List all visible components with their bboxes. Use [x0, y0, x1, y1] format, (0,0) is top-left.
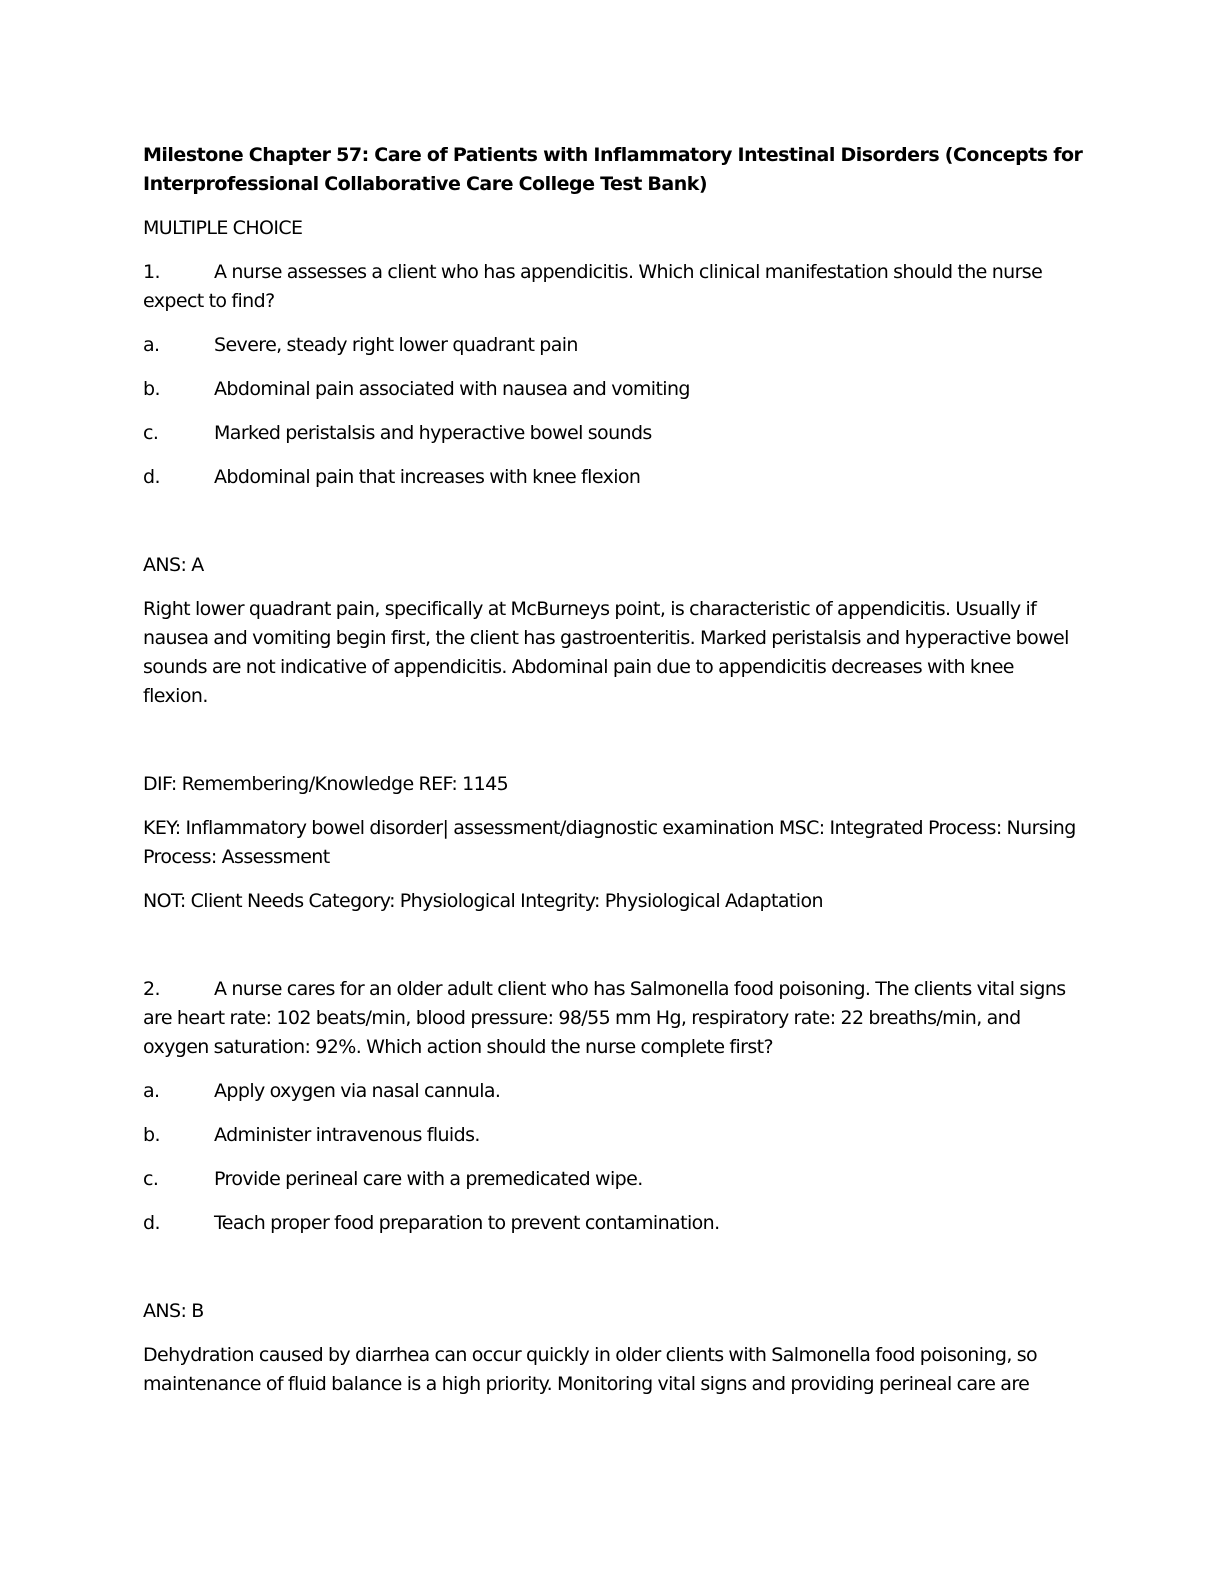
question-1 — [143, 258, 1083, 916]
option-text: Marked peristalsis and hyperactive bowel sounds — [214, 422, 652, 444]
rationale-text: Dehydration caused by diarrhea can occur quickly in older clients with Salmonella food poisoning, so maintenance of fluid balance is a high priority. Monitoring vital signs and providing perineal care are — [143, 1344, 1038, 1395]
section-heading: MULTIPLE CHOICE — [143, 217, 303, 239]
answer-option — [143, 1121, 1083, 1150]
rationale-text: Right lower quadrant pain, specifically at McBurneys point, is characteristic of appendicitis. Usually if nausea and vomiting begin first, the client has gastroenteritis. Marked peristalsis and hyperactive bowel sounds are not indicative of appendicitis. Abdominal pain due to appendicitis decreases with knee flexion. — [143, 598, 1069, 707]
answer-key: ANS: A — [143, 554, 204, 576]
document-page — [143, 141, 1083, 1399]
option-letter: a. — [143, 334, 160, 356]
document-title: Milestone Chapter 57: Care of Patients with Inflammatory Intestinal Disorders (Concepts for Interprofessional Collaborative Care College Test Bank) — [143, 144, 1083, 195]
option-letter: d. — [143, 466, 160, 488]
question-number: 2. — [143, 978, 160, 1000]
option-letter: a. — [143, 1080, 160, 1102]
answer-option — [143, 331, 1083, 360]
option-text: Apply oxygen via nasal cannula. — [214, 1080, 501, 1102]
answer-option — [143, 1077, 1083, 1106]
keywords-line: KEY: Inflammatory bowel disorder| assessment/diagnostic examination MSC: Integrated Process: Nursing Process: Assessment — [143, 817, 1076, 868]
option-letter: c. — [143, 1168, 159, 1190]
option-letter: c. — [143, 422, 159, 444]
question-number: 1. — [143, 261, 160, 283]
question-text: A nurse cares for an older adult client who has Salmonella food poisoning. The clients vital signs are heart rate: 102 beats/min, blood pressure: 98/55 mm Hg, respiratory rate: 22 breaths/min, and oxygen saturation: 92%. Which action should the nurse complete first? — [143, 978, 1066, 1058]
answer-option — [143, 375, 1083, 404]
answer-key: ANS: B — [143, 1300, 204, 1322]
option-text: Abdominal pain associated with nausea and vomiting — [214, 378, 690, 400]
option-text: Provide perineal care with a premedicated wipe. — [214, 1168, 643, 1190]
difficulty-reference: DIF: Remembering/Knowledge REF: 1145 — [143, 773, 509, 795]
question-stem — [143, 258, 1083, 316]
option-letter: d. — [143, 1212, 160, 1234]
question-text: A nurse assesses a client who has appendicitis. Which clinical manifestation should the nurse expect to find? — [143, 261, 1043, 312]
question-stem — [143, 975, 1083, 1062]
option-letter: b. — [143, 1124, 160, 1146]
answer-option — [143, 1165, 1083, 1194]
answer-option — [143, 1209, 1083, 1238]
client-needs-line: NOT: Client Needs Category: Physiological Integrity: Physiological Adaptation — [143, 890, 823, 912]
option-text: Abdominal pain that increases with knee flexion — [214, 466, 641, 488]
option-letter: b. — [143, 378, 160, 400]
answer-option — [143, 419, 1083, 448]
option-text: Teach proper food preparation to prevent contamination. — [214, 1212, 720, 1234]
question-2 — [143, 975, 1083, 1399]
option-text: Administer intravenous fluids. — [214, 1124, 480, 1146]
option-text: Severe, steady right lower quadrant pain — [214, 334, 578, 356]
answer-option — [143, 463, 1083, 492]
